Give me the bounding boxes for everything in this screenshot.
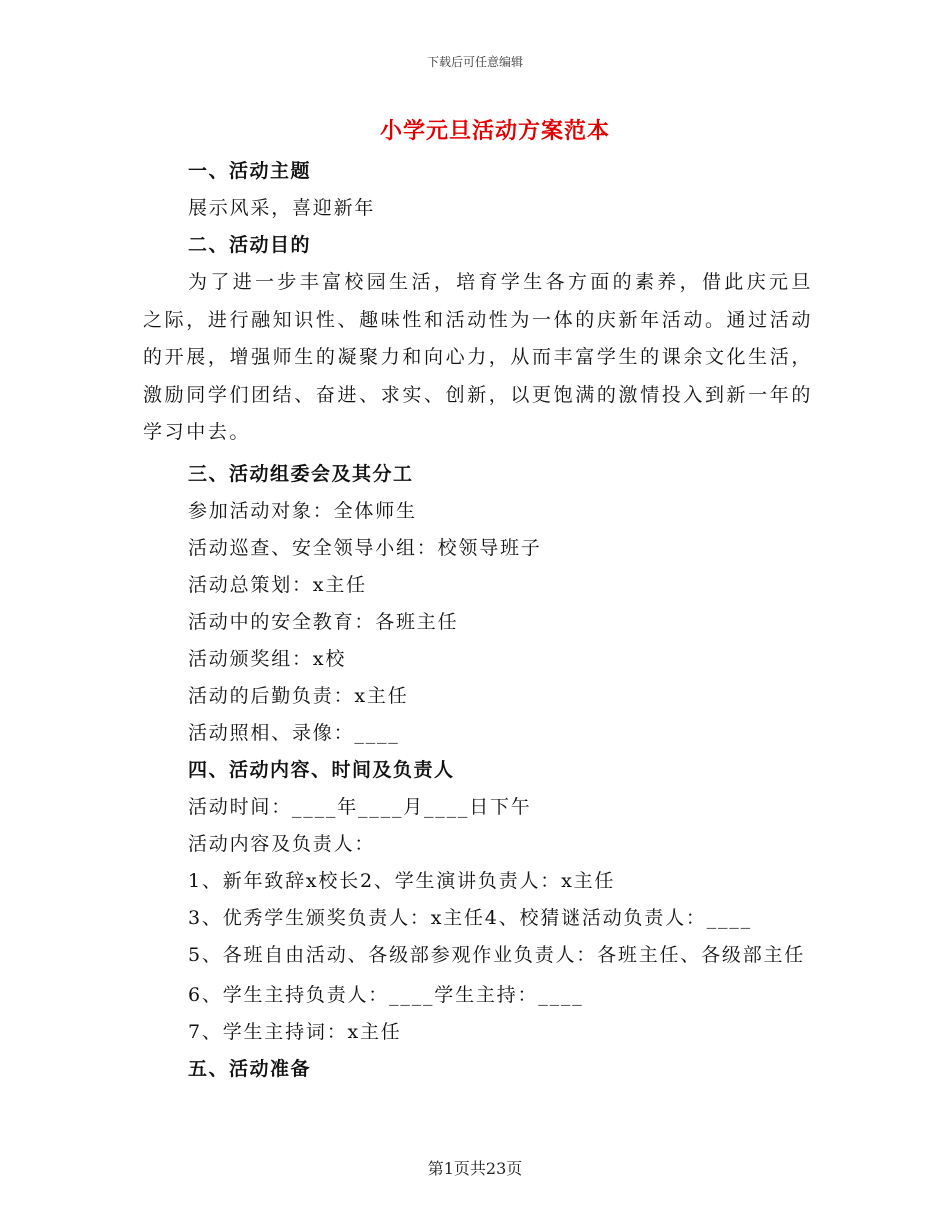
section-line: 活动的后勤负责：x主任: [188, 684, 409, 707]
section-paragraph: 为了进一步丰富校园生活，培育学生各方面的素养，借此庆元旦之际，进行融知识性、趣味性和活动性为一体的庆新年活动。通过活动的开展，增强师生的凝聚力和向心力，从而丰富学生的课余文化生活，激励同学们团结、奋进、求实、创新，以更饱满的激情投入到新一年的学习中去。: [143, 271, 813, 444]
section-heading: 一、活动主题: [188, 160, 312, 182]
section-heading: 五、活动准备: [188, 1057, 312, 1080]
section-heading: 三、活动组委会及其分工: [188, 462, 414, 485]
document-body: [143, 153, 813, 1088]
section-line: 活动总策划：x主任: [188, 573, 367, 596]
section-line: 活动照相、录像：____: [188, 721, 400, 744]
section-line: 参加活动对象：全体师生: [188, 499, 417, 522]
section-line: 活动时间：____年____月____日下午: [188, 795, 532, 818]
section-line: 6、学生主持负责人：____学生主持：____: [188, 983, 584, 1006]
section-line: 活动颁奖组：x校: [188, 647, 347, 670]
section-line: 7、学生主持词：x主任: [188, 1020, 402, 1043]
section-heading: 四、活动内容、时间及负责人: [188, 758, 455, 781]
section-line: 1、新年致辞x校长2、学生演讲负责人：x主任: [188, 869, 616, 892]
section-line: 活动巡查、安全领导小组：校领导班子: [188, 536, 542, 559]
section-wrapped-line: 5、各班自由活动、各级部参观作业负责人：各班主任、各级部主任: [188, 943, 806, 966]
section-line: 3、优秀学生颁奖负责人：x主任4、校猜谜活动负责人：____: [188, 906, 752, 929]
section-line: 展示风采，喜迎新年: [188, 197, 376, 219]
document-title: 小学元旦活动方案范本: [379, 118, 610, 144]
section-line: 活动内容及负责人：: [188, 832, 376, 855]
section-heading: 二、活动目的: [188, 234, 312, 256]
page-footer: 第1页共23页: [427, 1159, 523, 1178]
section-line: 活动中的安全教育：各班主任: [188, 610, 459, 633]
page-header: 下载后可任意编辑: [426, 55, 523, 69]
